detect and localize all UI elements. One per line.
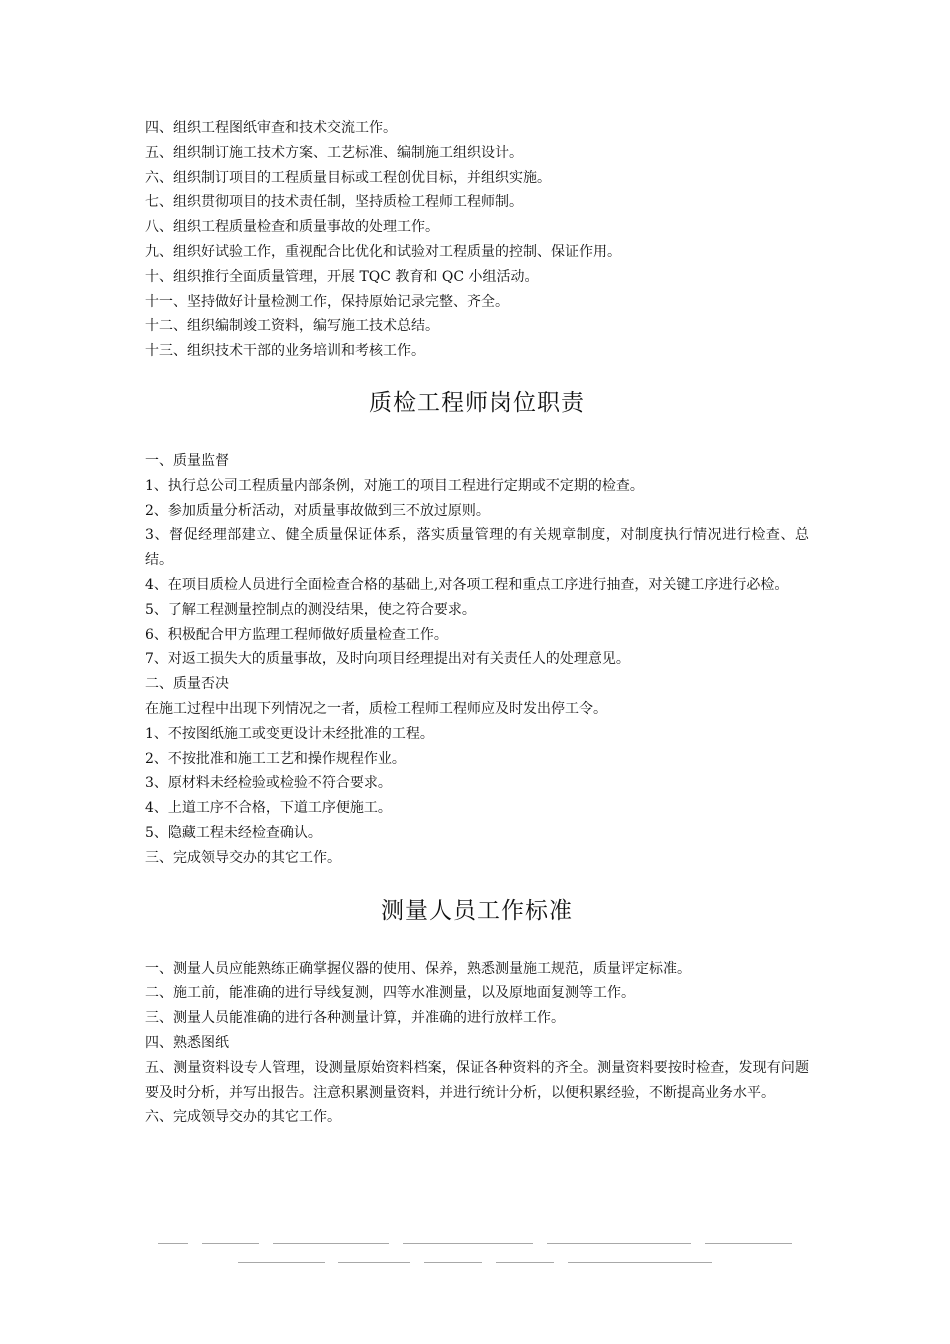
duty-item: 七、组织贯彻项目的技术责任制，坚持质检工程师工程师制。: [145, 194, 523, 211]
duty-item: 3、督促经理部建立、健全质量保证体系，落实质量管理的有关规章制度，对制度执行情况进行检查、总结。: [145, 527, 809, 569]
duty-item: 十、组织推行全面质量管理，开展 TQC 教育和 QC 小组活动。: [145, 268, 539, 285]
duty-item: 5、隐藏工程未经检查确认。: [145, 824, 322, 841]
duty-item: 5、了解工程测量控制点的测没结果，使之符合要求。: [145, 601, 476, 618]
footer-line: [496, 1262, 554, 1263]
footer-divider-lines: [0, 1236, 950, 1276]
standard-item: 一、测量人员应能熟练正确掌握仪器的使用、保养，熟悉测量施工规范，质量评定标准。: [145, 960, 691, 977]
footer-line: [202, 1243, 259, 1244]
footer-line: [273, 1243, 389, 1244]
section-title-quality-engineer: 质检工程师岗位职责: [369, 389, 585, 416]
duty-item: 六、组织制订项目的工程质量目标或工程创优目标，并组织实施。: [145, 169, 551, 186]
section-title-surveyor: 测量人员工作标准: [381, 897, 573, 924]
footer-line: [424, 1262, 482, 1263]
standard-item: 二、施工前，能准确的进行导线复测，四等水准测量，以及原地面复测等工作。: [145, 985, 635, 1002]
subheading-quality-supervision: 一、质量监督: [145, 452, 229, 469]
section-surveyor: [145, 957, 809, 1131]
footer-line: [403, 1243, 533, 1244]
duty-item: 九、组织好试验工作，重视配合比优化和试验对工程质量的控制、保证作用。: [145, 243, 621, 260]
subheading-quality-veto: 二、质量否决: [145, 676, 229, 693]
duty-item: 十二、组织编制竣工资料，编写施工技术总结。: [145, 318, 439, 335]
standard-item: 五、测量资料设专人管理，设测量原始资料档案，保证各种资料的齐全。测量资料要按时检查，发现有问题要及时分析，并写出报告。注意积累测量资料，并进行统计分析，以便积累经验，不断提高业务水平。: [145, 1059, 809, 1101]
duty-item: 1、执行总公司工程质量内部条例，对施工的项目工程进行定期或不定期的检查。: [145, 477, 644, 494]
standard-item: 四、熟悉图纸: [145, 1034, 229, 1051]
duty-item: 三、完成领导交办的其它工作。: [145, 849, 341, 866]
duty-item: 十三、组织技术干部的业务培训和考核工作。: [145, 343, 425, 360]
duty-item: 八、组织工程质量检查和质量事故的处理工作。: [145, 219, 439, 236]
section-technical-duties: [145, 116, 809, 364]
section-quality-engineer: [145, 449, 809, 871]
paragraph: 在施工过程中出现下列情况之一者，质检工程师工程师应及时发出停工令。: [145, 700, 607, 717]
footer-line: [705, 1243, 792, 1244]
standard-item: 六、完成领导交办的其它工作。: [145, 1109, 341, 1126]
footer-line: [238, 1262, 325, 1263]
duty-item: 五、组织制订施工技术方案、工艺标准、编制施工组织设计。: [145, 144, 523, 161]
duty-item: 四、组织工程图纸审查和技术交流工作。: [145, 120, 397, 136]
duty-item: 4、上道工序不合格，下道工序便施工。: [145, 800, 392, 817]
duty-item: 1、不按图纸施工或变更设计未经批准的工程。: [145, 725, 434, 742]
footer-line: [338, 1262, 410, 1263]
footer-line: [158, 1243, 188, 1244]
footer-line: [547, 1243, 691, 1244]
standard-item: 三、测量人员能准确的进行各种测量计算，并准确的进行放样工作。: [145, 1010, 565, 1027]
duty-item: 十一、坚持做好计量检测工作，保持原始记录完整、齐全。: [145, 293, 509, 310]
duty-item: 2、参加质量分析活动，对质量事故做到三不放过原则。: [145, 502, 490, 519]
footer-line: [568, 1262, 712, 1263]
duty-item: 7、对返工损失大的质量事故，及时向项目经理提出对有关责任人的处理意见。: [145, 651, 630, 668]
duty-item: 2、不按批准和施工工艺和操作规程作业。: [145, 750, 406, 767]
duty-item: 4、在项目质检人员进行全面检查合格的基础上,对各项工程和重点工序进行抽查，对关键工序进行必检。: [145, 576, 789, 593]
duty-item: 6、积极配合甲方监理工程师做好质量检查工作。: [145, 626, 448, 643]
duty-item: 3、原材料未经检验或检验不符合要求。: [145, 775, 392, 792]
document-body: [145, 116, 809, 1130]
